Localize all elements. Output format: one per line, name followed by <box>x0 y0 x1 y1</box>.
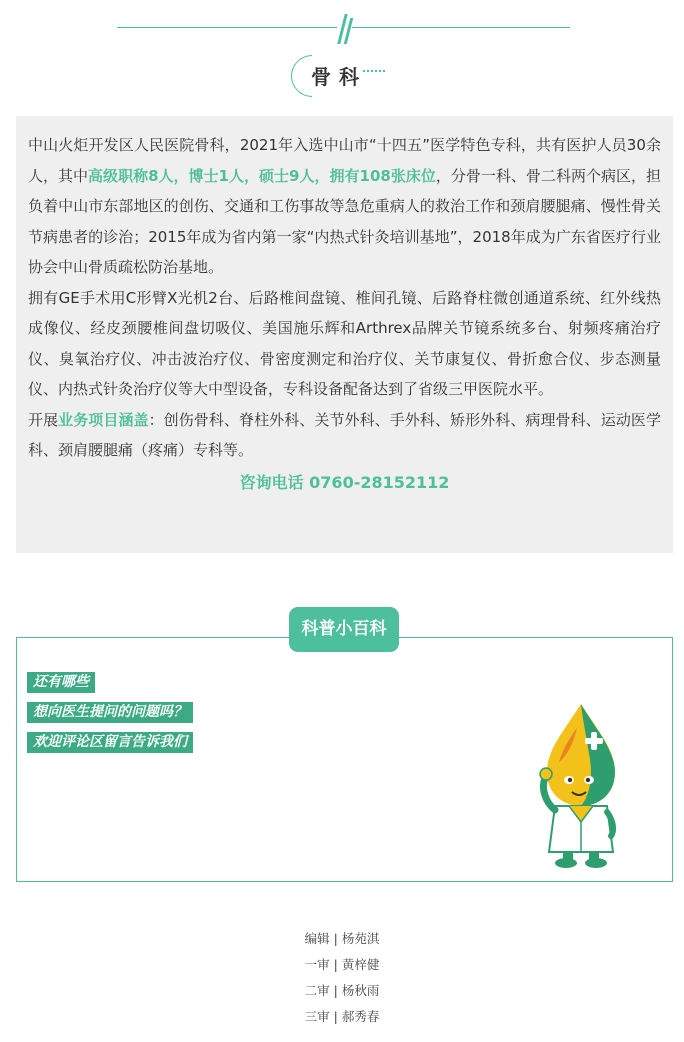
intro-p1-text: 中山火炬开发区人民医院骨科，2021年入选中山市“十四五”医学特色专科，共有医护人员30余人，其中 <box>28 136 661 185</box>
intro-paragraph-2: 拥有GE手术用C形臂X光机2台、后路椎间盘镜、椎间孔镜、后路脊柱微创通道系统、红外线热成像仪、经皮颈腰椎间盘切吸仪、美国施乐辉和Arthrex品牌关节镜系统多台、射频疼痛治疗仪、臭氧治疗仪、冲击波治疗仪、骨密度测定和治疗仪、关节康复仪、骨折愈合仪、步态测量仪、内热式针灸治疗仪等大中型设备，专科设备配备达到了省级三甲医院水平。 <box>28 288 661 398</box>
credits <box>0 926 684 1030</box>
qa-line: 还有哪些 <box>27 672 95 693</box>
credit-review-2: 二审 | 杨秋雨 <box>304 983 380 998</box>
qa-badge: 科普小百科 <box>289 607 399 652</box>
intro-p1-highlight: 高级职称8人，博士1人，硕士9人，拥有108张床位 <box>88 166 436 185</box>
header-rule-left <box>117 27 337 28</box>
intro-p3-text-cont: ：创伤骨科、脊柱外科、关节外科、手外科、矫形外科、病理骨科、运动医学科、颈肩腰腿痛（疼痛）专科等。 <box>28 410 661 459</box>
credit-editor: 编辑 | 杨苑淇 <box>304 931 380 946</box>
intro-p3-highlight: 业务项目涵盖 <box>58 410 149 429</box>
qa-line: 想向医生提问的问题吗？ <box>27 702 193 723</box>
section-title: 骨科 <box>311 65 367 89</box>
intro-box <box>16 116 673 553</box>
intro-p1-text-cont: ，分骨一科、骨二科两个病区，担负着中山市东部地区的创伤、交通和工伤事故等急危重病人的救治工作和颈肩腰腿痛、慢性骨关节病患者的诊治；2015年成为省内第一家“内热式针灸培训基地”，2018年成为广东省医疗行业协会中山骨质疏松防治基地。 <box>28 166 661 276</box>
title-dots-decoration <box>363 70 385 72</box>
mascot-illustration <box>533 702 629 868</box>
contact-phone: 咨询电话 0760-28152112 <box>239 472 450 492</box>
intro-paragraph-3 <box>28 405 661 466</box>
intro-paragraph-1 <box>28 130 661 283</box>
section-title-block <box>291 55 391 97</box>
header-rule-right <box>352 27 570 28</box>
intro-p3-text: 开展 <box>28 410 59 429</box>
credit-review-1: 一审 | 黄梓健 <box>304 957 380 972</box>
credit-review-3: 三审 | 郝秀春 <box>304 1009 380 1024</box>
intro-text <box>16 116 673 498</box>
qa-line: 欢迎评论区留言告诉我们 <box>27 732 193 753</box>
qa-lines <box>27 671 193 761</box>
